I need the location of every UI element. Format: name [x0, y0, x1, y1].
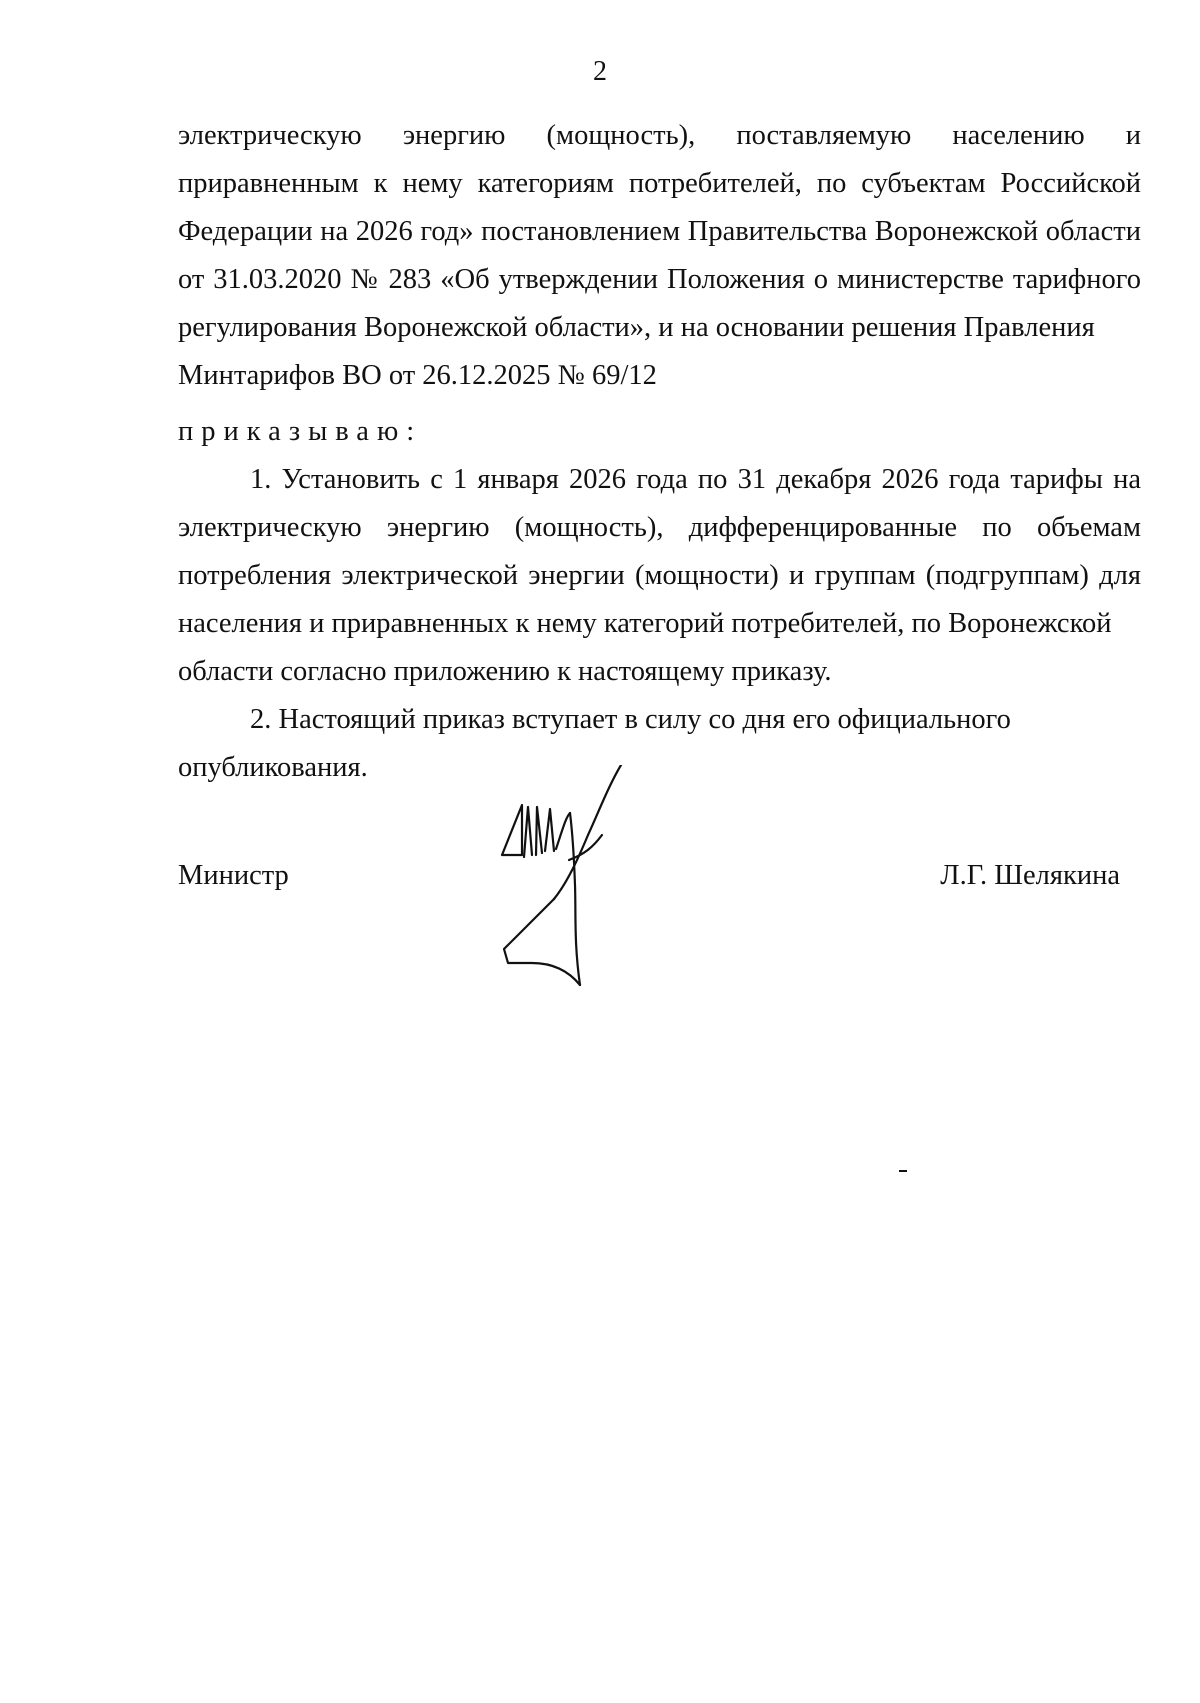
- order-item-2-last-line: опубликования.: [178, 752, 368, 783]
- page-number: 2: [593, 56, 607, 87]
- order-item-1-last-line: области согласно приложению к настоящему приказу.: [178, 656, 832, 687]
- order-item-1: 1. Установить с 1 января 2026 года по 31 декабря 2026 года тарифы на электрическую энергию (мощность), дифференцированные по объемам потребления электрической энергии (мощности) и группам (подгруппам) для населения и приравненных к нему категорий потребителей, по Воронежской: [178, 464, 1141, 639]
- order-word: приказываю:: [178, 416, 423, 447]
- handwritten-signature-icon: [490, 765, 655, 987]
- intro-paragraph: электрическую энергию (мощность), поставляемую населению и приравненным к нему категориям потребителей, по субъектам Российской Федерации на 2026 год» постановлением Правительства Воронежской области от 31.03.2020 № 283 «Об утверждении Положения о министерстве тарифного регулирования Воронежской области», и на основании решения Правления: [178, 120, 1141, 343]
- order-items: [178, 456, 1141, 792]
- intro-text-block: [178, 112, 1141, 400]
- minister-name: Л.Г. Шелякина: [940, 860, 1120, 891]
- stray-dash-mark: [899, 1170, 907, 1172]
- order-item-2: 2. Настоящий приказ вступает в силу со дня его официального: [250, 704, 1011, 735]
- minister-title: Министр: [178, 860, 289, 891]
- intro-last-line: Минтарифов ВО от 26.12.2025 № 69/12: [178, 360, 657, 391]
